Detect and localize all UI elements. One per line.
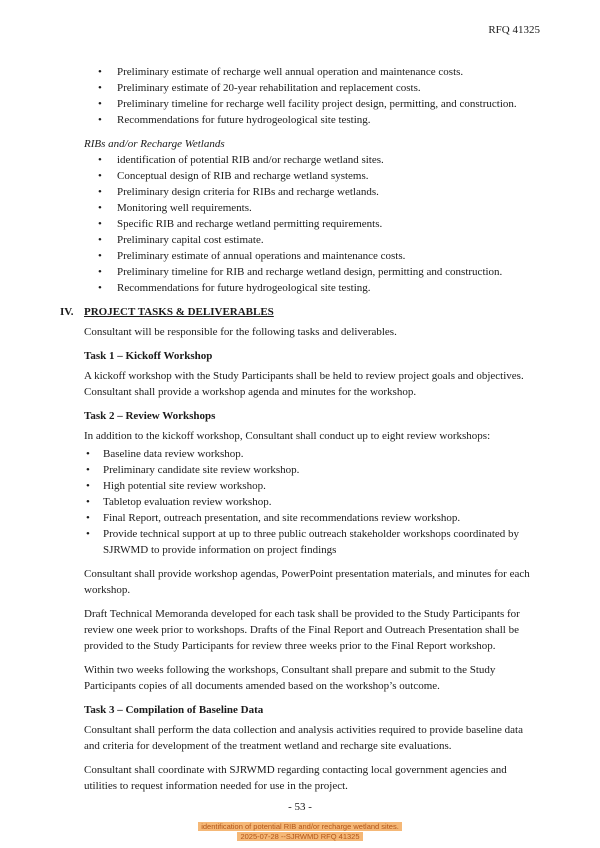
task2-paragraphs	[60, 566, 540, 694]
list-item	[98, 64, 540, 80]
bullet-icon	[86, 526, 103, 558]
paragraph: A kickoff workshop with the Study Participants shall be held to review project goals and objectives. Consultant shall provide a workshop agenda and minutes for the workshop.	[84, 370, 524, 398]
bullet-icon	[98, 168, 117, 184]
list-item-text: Preliminary timeline for recharge well facility project design, permitting, and construction.	[117, 98, 517, 110]
paragraph: Consultant shall perform the data collection and analysis activities required to provide baseline data and criteria for development of the treatment wetland and recharge site evaluations.	[84, 724, 523, 752]
list-item-text: Preliminary estimate of 20-year rehabilitation and replacement costs.	[117, 82, 421, 94]
list-item-text: Recommendations for future hydrogeological site testing.	[117, 114, 371, 126]
list-item-text: Provide technical support at up to three public outreach stakeholder workshops coordinated by SJRWMD to provide information on project findings	[103, 528, 520, 556]
task2-heading: Task 2 – Review Workshops	[84, 410, 216, 422]
bullet-icon	[86, 446, 103, 462]
list-item-text: Recommendations for future hydrogeological site testing.	[117, 282, 371, 294]
list-item	[98, 112, 540, 128]
list-item	[98, 280, 540, 296]
list-item	[86, 494, 540, 510]
list-item	[98, 232, 540, 248]
bullet-icon	[98, 80, 117, 96]
list-item-text: Tabletop evaluation review workshop.	[103, 496, 272, 508]
bullet-icon	[98, 200, 117, 216]
list-item	[86, 478, 540, 494]
task2-bullet-list	[60, 446, 540, 558]
section-iv-heading	[60, 304, 540, 320]
list-item	[98, 200, 540, 216]
doc-reference: RFQ 41325	[488, 24, 540, 36]
list-item-text: Preliminary capital cost estimate.	[117, 234, 264, 246]
task1-paragraphs	[60, 368, 540, 400]
task2-intro: In addition to the kickoff workshop, Consultant shall conduct up to eight review workshops:	[84, 430, 491, 442]
list-item	[86, 510, 540, 526]
recharge-wells-bullet-list	[60, 64, 540, 128]
footer-annotation-line1: identification of potential RIB and/or recharge wetland sites.	[198, 822, 402, 831]
bullet-icon	[98, 96, 117, 112]
list-item	[86, 526, 540, 558]
bullet-icon	[98, 232, 117, 248]
task3-paragraphs	[60, 722, 540, 794]
task3-heading: Task 3 – Compilation of Baseline Data	[84, 704, 264, 716]
paragraph: Consultant shall coordinate with SJRWMD regarding contacting local government agencies and utilities to request information needed for use in the project.	[84, 764, 507, 792]
footer-annotation	[0, 822, 600, 842]
list-item-text: Preliminary design criteria for RIBs and recharge wetlands.	[117, 186, 379, 198]
section-iv-intro: Consultant will be responsible for the following tasks and deliverables.	[84, 326, 397, 338]
list-item-text: Specific RIB and recharge wetland permitting requirements.	[117, 218, 383, 230]
section-numeral: IV.	[60, 306, 74, 318]
paragraph: Draft Technical Memoranda developed for each task shall be provided to the Study Participants for review one week prior to workshops. Drafts of the Final Report and Outreach Presentation shall be provided to the Study Participants for review three weeks prior to the Final Report workshop.	[84, 608, 520, 652]
list-item-text: Baseline data review workshop.	[103, 448, 244, 460]
bullet-icon	[98, 216, 117, 232]
list-item	[98, 96, 540, 112]
bullet-icon	[98, 264, 117, 280]
list-item	[98, 264, 540, 280]
list-item-text: identification of potential RIB and/or recharge wetland sites.	[117, 154, 384, 166]
list-item	[86, 446, 540, 462]
list-item-text: Conceptual design of RIB and recharge wetland systems.	[117, 170, 369, 182]
ribs-wetlands-heading: RIBs and/or Recharge Wetlands	[84, 138, 225, 150]
section-title: PROJECT TASKS & DELIVERABLES	[84, 306, 274, 318]
list-item-text: Preliminary estimate of recharge well annual operation and maintenance costs.	[117, 66, 464, 78]
bullet-icon	[98, 248, 117, 264]
paragraph: Within two weeks following the workshops, Consultant shall prepare and submit to the Study Participants copies of all documents amended based on the workshop’s outcome.	[84, 664, 496, 692]
bullet-icon	[98, 64, 117, 80]
list-item-text: Final Report, outreach presentation, and site recommendations review workshop.	[103, 512, 461, 524]
ribs-wetlands-bullet-list	[60, 152, 540, 296]
list-item	[98, 248, 540, 264]
page-number: - 53 -	[288, 801, 312, 813]
bullet-icon	[98, 152, 117, 168]
bullet-icon	[98, 112, 117, 128]
paragraph: Consultant shall provide workshop agendas, PowerPoint presentation materials, and minutes for each workshop.	[84, 568, 530, 596]
list-item	[98, 184, 540, 200]
list-item-text: Monitoring well requirements.	[117, 202, 252, 214]
bullet-icon	[86, 462, 103, 478]
bullet-icon	[86, 510, 103, 526]
list-item	[98, 168, 540, 184]
list-item	[98, 216, 540, 232]
bullet-icon	[98, 280, 117, 296]
list-item	[86, 462, 540, 478]
list-item-text: Preliminary estimate of annual operations and maintenance costs.	[117, 250, 406, 262]
bullet-icon	[98, 184, 117, 200]
footer-annotation-line2: 2025-07-28 --SJRWMD RFQ 41325	[237, 832, 362, 841]
list-item	[98, 152, 540, 168]
bullet-icon	[86, 478, 103, 494]
list-item-text: Preliminary timeline for RIB and recharge wetland design, permitting and construction.	[117, 266, 503, 278]
list-item	[98, 80, 540, 96]
list-item-text: High potential site review workshop.	[103, 480, 266, 492]
task1-heading: Task 1 – Kickoff Workshop	[84, 350, 213, 362]
list-item-text: Preliminary candidate site review workshop.	[103, 464, 300, 476]
bullet-icon	[86, 494, 103, 510]
